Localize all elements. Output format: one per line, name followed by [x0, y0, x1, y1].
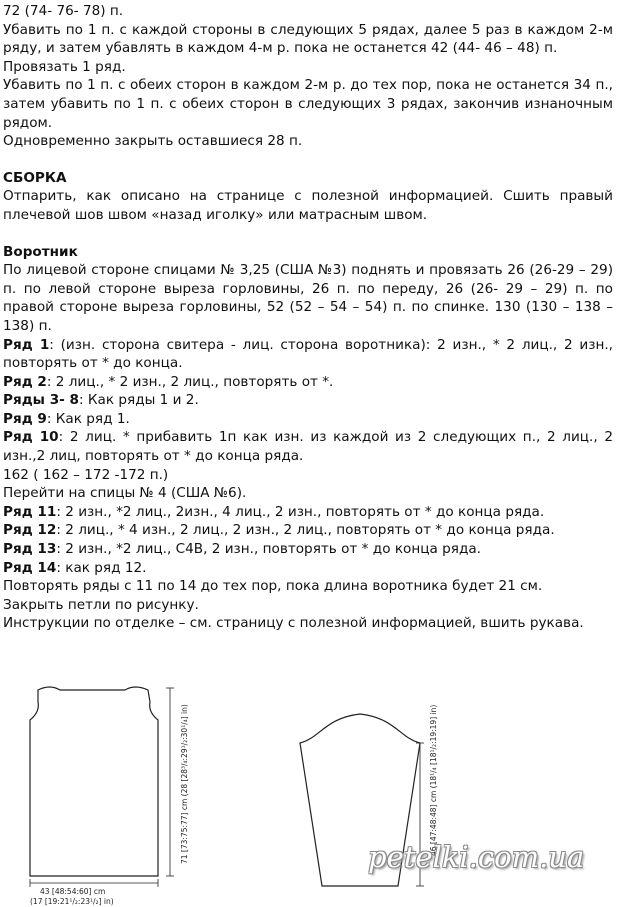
decrease-instruction: Убавить по 1 п. с каждой стороны в следующих 5 рядах, далее 5 раз в каждом 2-м ряду, и затем убавлять в каждом 4-м р. пока не останется 42 (44- 46 – 48) п. [3, 21, 613, 57]
row-text: : Как ряд 1. [46, 410, 130, 427]
pattern-text [3, 2, 613, 633]
body-width-cm-label: 43 [48:54:60] cm [40, 887, 106, 896]
row-label: Ряд 1 [3, 336, 50, 353]
watermark: petelki.com.ua [368, 840, 585, 874]
collar-heading: Воротник [3, 243, 78, 260]
row-instruction [3, 559, 613, 578]
row-label: Ряды 3- 8 [3, 392, 79, 409]
row-text: : 2 лиц., * 2 изн., 2 лиц., повторять от *. [46, 373, 334, 390]
row-text: : (изн. сторона свитера - лиц. сторона воротника): 2 изн., * 2 лиц., 2 изн., повторять от * до конца. [3, 336, 613, 372]
row-instruction [3, 391, 613, 410]
finishing-text: Инструкции по отделке – см. страницу с полезной информацией, вшить рукава. [3, 615, 584, 632]
row-text: : как ряд 12. [56, 559, 147, 576]
collar-intro: По лицевой стороне спицами № 3,25 (США №3) поднять и провязать 26 (26-29 – 29) п. по левой стороне выреза горловины, 26 п. по переду, 26 (26- 29 – 29) п. по правой стороне выреза горловины, 52 (52 – 54 – 54) п. по спинке. 130 (130 – 138 – 138) п. [3, 262, 613, 334]
row-label: Ряд 11 [3, 503, 57, 520]
row-label: Ряд 10 [3, 429, 59, 446]
row-text: : Как ряды 1 и 2. [79, 392, 199, 409]
row-label: Ряд 12 [3, 522, 57, 539]
stitch-count: 162 ( 162 – 172 -172 п.) [3, 466, 169, 483]
sleeve-length-label: 46 [47:48:48] cm (18¹/₄ [18¹/₂:19:19] in) [429, 704, 438, 856]
row-instruction [3, 373, 613, 392]
row-label: Ряд 9 [3, 410, 47, 427]
row-label: Ряд 14 [3, 559, 57, 576]
assembly-heading: СБОРКА [3, 169, 67, 186]
decrease-instruction-2: Убавить по 1 п. с обеих сторон в каждом 2-м р. до тех пор, пока не останется 34 п., затем убавить по 1 п. с обеих сторон в следующих 3 рядах, закончив изнаночным рядом. [3, 77, 613, 131]
row-label: Ряд 2 [3, 373, 47, 390]
row-instruction [3, 410, 613, 429]
bind-off-instruction: Одновременно закрыть оставшиеся 28 п. [3, 133, 303, 150]
row-instruction [3, 336, 613, 373]
stitch-count-line: 72 (74- 76- 78) п. [3, 3, 124, 19]
body-width-in-label: (17 [19:21¹/₂:23¹/₂] in) [30, 897, 114, 906]
row-label: Ряд 13 [3, 541, 57, 558]
row-instruction [3, 428, 613, 465]
row-instruction [3, 503, 613, 522]
row-text: : 2 изн., *2 лиц., 2изн., 4 лиц., 2 изн., повторять от * до конца ряда. [56, 503, 545, 520]
bind-off-text: Закрыть петли по рисунку. [3, 596, 199, 613]
repeat-instruction: Повторять ряды с 11 по 14 до тех пор, пока длина воротника будет 21 см. [3, 578, 543, 595]
row-instruction [3, 540, 613, 559]
row-text: : 2 изн., *2 лиц., C4B, 2 изн., повторять от * до конца ряда. [56, 541, 482, 558]
row-text: : 2 лиц. * прибавить 1п как изн. из каждой из 2 следующих п., 2 лиц., 2 изн.,2 лиц, повторять от * до конца ряда. [3, 429, 613, 465]
row-text: : 2 лиц., * 4 изн., 2 лиц., 2 изн., 2 лиц., повторять от * до конца ряда. [56, 522, 555, 539]
needle-switch: Перейти на спицы № 4 (США №6). [3, 485, 247, 502]
body-height-label: 71 [73:75:77] cm (28 [28³/₄:29¹/₂:30¹/₄] in) [180, 704, 189, 864]
body-schematic [30, 687, 158, 876]
knit-row-instruction: Провязать 1 ряд. [3, 58, 126, 75]
assembly-text: Отпарить, как описано на странице с полезной информацией. Сшить правый плечевой шов швом «назад иголку» или матрасным швом. [3, 188, 613, 223]
row-instruction [3, 521, 613, 540]
